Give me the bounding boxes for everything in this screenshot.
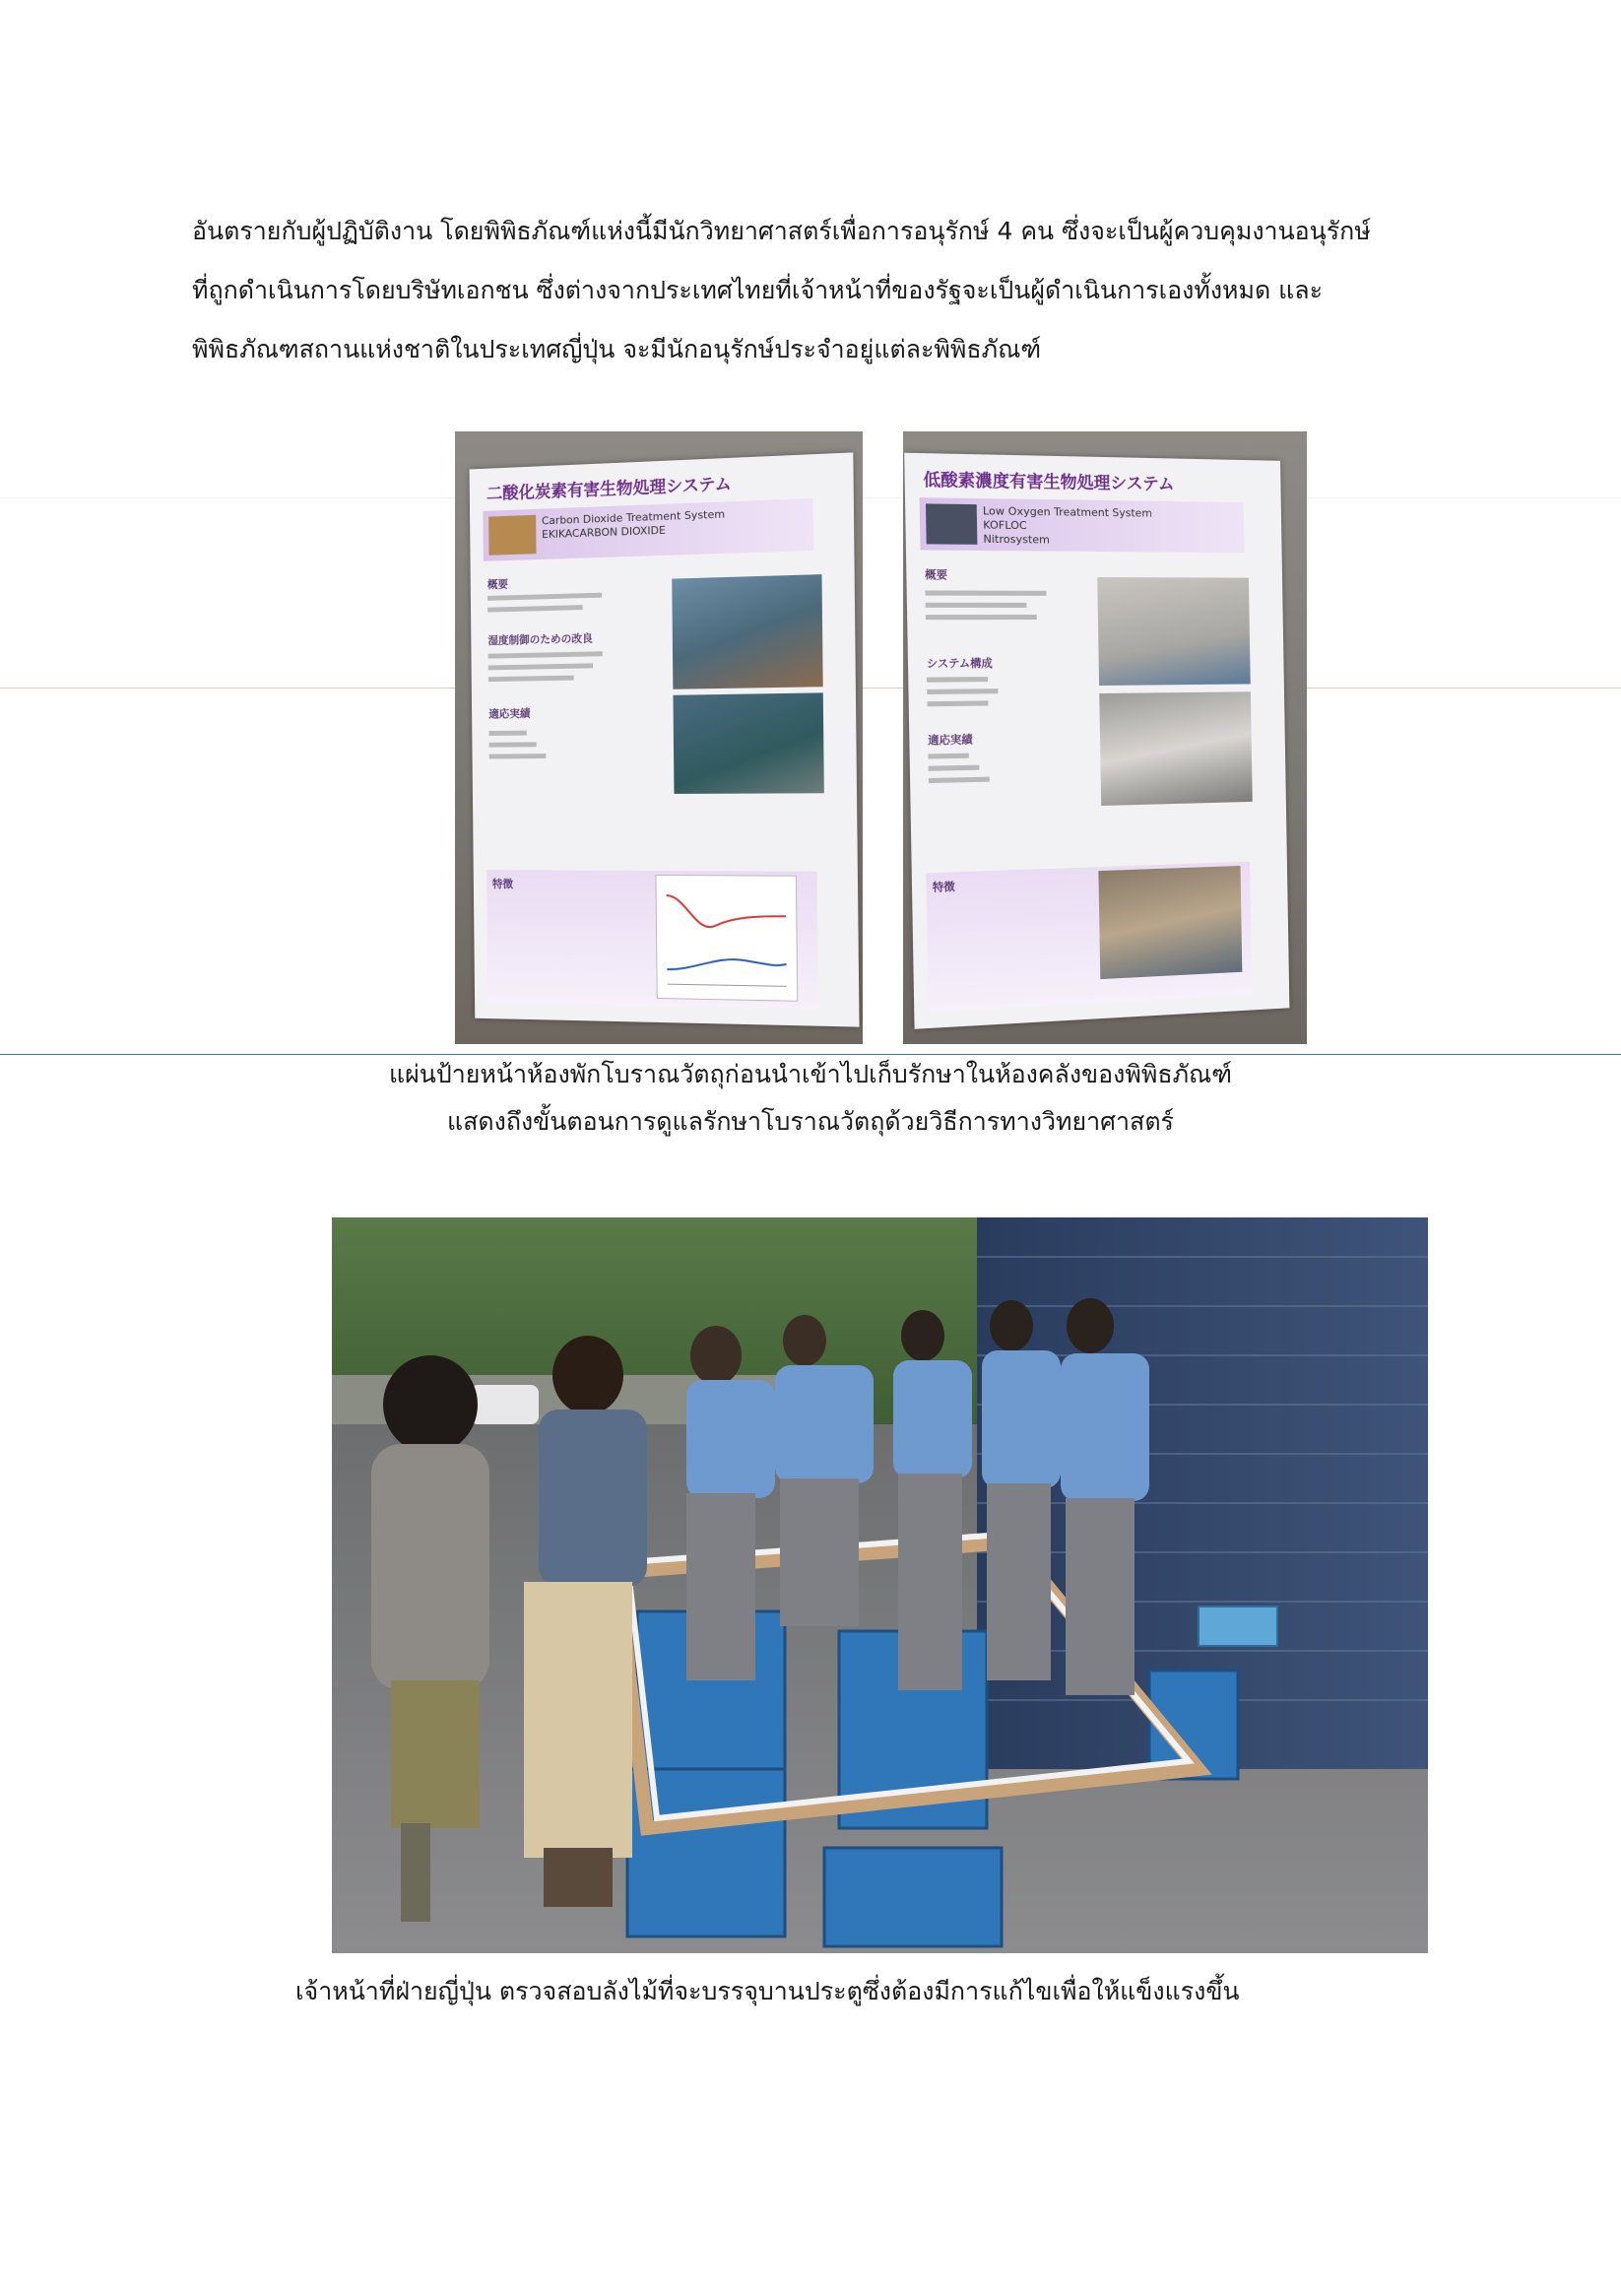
poster-right-footer [926, 862, 1252, 1013]
caption-posters [192, 1051, 1429, 1146]
poster-photo-left [455, 431, 863, 1044]
poster-right-en-line-3: Nitrosystem [983, 532, 1051, 547]
poster-left-chart [655, 875, 798, 1002]
poster-right-section-1: 概要 [925, 567, 948, 582]
poster-right-en-line-1: Low Oxygen Treatment System [982, 504, 1152, 520]
poster-left-en [542, 507, 725, 542]
poster-right-section-4: 特徴 [932, 880, 955, 894]
paragraph-line-2: ที่ถูกดำเนินการโดยบริษัทเอกชน ซึ่งต่างจากประเทศไทยที่เจ้าหน้าที่ของรัฐจะเป็นผู้ดำเนินการเองทั้งหมด และ [192, 276, 1324, 304]
paragraph-line-1: อันตรายกับผู้ปฏิบัติงาน โดยพิพิธภัณฑ์แห่งนี้มีนักวิทยาศาสตร์เพื่อการอนุรักษ์ 4 คน ซึ่งจะเป็นผู้ควบคุมงานอนุรักษ์ [192, 217, 1371, 245]
poster-left-section-2: 湿度制御のための改良 [487, 631, 593, 647]
caption-posters-line-1: แผ่นป้ายหน้าห้องพักโบราณวัตถุก่อนนำเข้าไปเก็บรักษาในห้องคลังของพิพิธภัณฑ์ [388, 1060, 1233, 1088]
poster-right-section-3: 適応実績 [928, 733, 973, 748]
caption-workshop-line-1: เจ้าหน้าที่ฝ่ายญี่ปุ่น ตรวจสอบลังไม้ที่จะบรรจุบานประตูซึ่งต้องมีการแก้ไขเพื่อให้แข็งแรงขึ้น [295, 1977, 1240, 2005]
poster-right [904, 453, 1289, 1029]
poster-left-section-4: 特徴 [491, 878, 514, 890]
poster-left [470, 452, 860, 1026]
poster-left-thumbnail [488, 515, 536, 556]
poster-left-en-line-2: EKIKACARBON DIOXIDE [542, 523, 667, 542]
paragraph-line-3: พิพิธภัณฑสถานแห่งชาติในประเทศญี่ปุ่น จะมีนักอนุรักษ์ประจำอยู่แต่ละพิพิธภัณฑ์ [192, 335, 1042, 363]
poster-right-image-2 [1099, 691, 1253, 806]
body-paragraph [192, 202, 1482, 379]
poster-right-band [920, 497, 1245, 553]
poster-right-section-2: システム構成 [926, 656, 993, 671]
poster-left-image-2 [673, 692, 823, 794]
poster-left-section-1: 概要 [486, 577, 509, 592]
poster-photo-right [903, 431, 1307, 1044]
workshop-photo-illustration [332, 1217, 1428, 1953]
poster-left-en-line-1: Carbon Dioxide Treatment System [541, 507, 726, 528]
poster-right-title: 低酸素濃度有害生物処理システム [923, 470, 1175, 495]
poster-left-title: 二酸化炭素有害生物処理システム [486, 474, 732, 504]
poster-left-footer [486, 870, 818, 1010]
poster-left-image-1 [672, 574, 822, 689]
poster-left-band [483, 498, 813, 561]
poster-right-en [983, 504, 1153, 548]
poster-right-image-3 [1098, 866, 1242, 979]
poster-right-image-1 [1097, 577, 1251, 686]
poster-right-en-line-2: KOFLOC [983, 518, 1027, 533]
caption-workshop [295, 1968, 1359, 2015]
poster-right-thumbnail [926, 503, 977, 544]
caption-posters-line-2: แสดงถึงขั้นตอนการดูแลรักษาโบราณวัตถุด้วยวิธีการทางวิทยาศาสตร์ [447, 1107, 1174, 1136]
poster-left-section-3: 適応実績 [488, 706, 531, 721]
workshop-photo [332, 1217, 1428, 1953]
